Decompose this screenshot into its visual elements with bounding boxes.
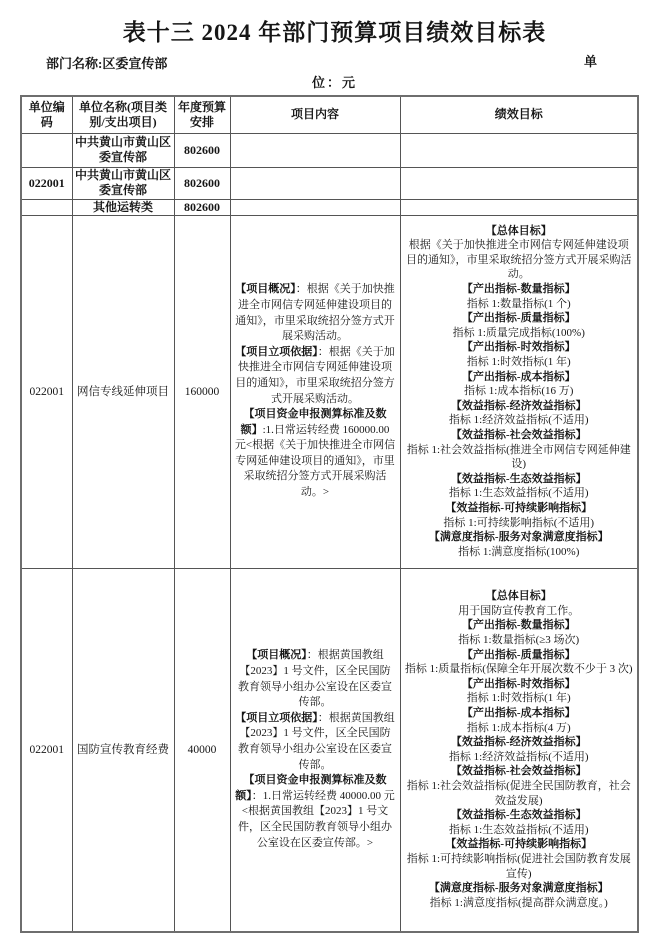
col-header-performance-target: 绩效目标 xyxy=(400,96,638,133)
target-indicator-line: 指标 1:可持续影响指标(促进社会国防教育发展宣传) xyxy=(406,852,631,880)
cell-annual-budget: 802600 xyxy=(174,199,230,215)
content-text-run: ：根据黄国教组【2023】1 号文件，区全民国防教育领导小组办公室设在区委宣传部。 xyxy=(238,649,392,709)
target-section-heading: 【产出指标-时效指标】 xyxy=(461,677,576,690)
cell-performance-target xyxy=(400,167,638,199)
cell-project-content xyxy=(230,167,400,199)
target-section-heading: 【总体目标】 xyxy=(485,224,552,237)
target-section-heading: 【产出指标-数量指标】 xyxy=(461,619,576,632)
target-section-heading: 【效益指标-生态效益指标】 xyxy=(450,809,587,822)
cell-performance-target xyxy=(400,199,638,215)
cell-unit-name: 中共黄山市黄山区委宣传部 xyxy=(72,133,174,167)
target-section-heading: 【满意度指标-服务对象满意度指标】 xyxy=(428,882,609,895)
target-section-heading: 【产出指标-成本指标】 xyxy=(461,706,576,719)
cell-annual-budget: 160000 xyxy=(174,215,230,568)
cell-unit-name: 中共黄山市黄山区委宣传部 xyxy=(72,167,174,199)
target-indicator-line: 指标 1:生态效益指标(不适用) xyxy=(448,823,589,836)
target-section-heading: 【产出指标-质量指标】 xyxy=(461,648,576,661)
cell-unit-code: 022001 xyxy=(21,167,72,199)
cell-annual-budget: 40000 xyxy=(174,568,230,932)
cell-unit-code: 022001 xyxy=(21,568,72,932)
table-row xyxy=(21,133,638,167)
content-text-run: ：1.日常运转经费 40000.00 元<根据黄国教组【2023】1 号文件，区全民国防教育领导小组办公室设在区委宣传部。> xyxy=(238,789,395,849)
cell-annual-budget: 802600 xyxy=(174,133,230,167)
unit-label-line2: 位：元 xyxy=(311,75,357,90)
budget-performance-table xyxy=(20,95,639,933)
table-row xyxy=(21,199,638,215)
target-section-heading: 【满意度指标-服务对象满意度指标】 xyxy=(428,531,609,544)
target-indicator-line: 指标 1:数量指标(1 个) xyxy=(466,297,571,310)
col-header-project-content: 项目内容 xyxy=(230,96,400,133)
content-paragraph xyxy=(235,407,396,501)
target-section-heading: 【总体目标】 xyxy=(485,590,552,603)
target-indicator-line: 根据《关于加快推进全市网信专网延伸建设项目的通知》，市里采取统招分签方式开展采购活动。 xyxy=(406,239,632,281)
cell-unit-code xyxy=(21,199,72,215)
cell-project-content xyxy=(230,133,400,167)
content-heading-run: 【项目概况】 xyxy=(235,283,296,296)
target-indicator-line: 指标 1:满意度指标(提高群众满意度。) xyxy=(429,896,608,909)
content-text-run: ：根据黄国教组【2023】1 号文件，区全民国防教育领导小组办公室设在区委宣传部。 xyxy=(238,711,395,771)
cell-unit-name: 国防宣传教育经费 xyxy=(72,568,174,932)
cell-unit-name: 网信专线延伸项目 xyxy=(72,215,174,568)
table-body xyxy=(21,133,638,932)
content-heading-run: 【项目概况】 xyxy=(246,649,307,662)
target-section-heading: 【效益指标-可持续影响指标】 xyxy=(445,838,593,851)
cell-performance-target xyxy=(400,133,638,167)
cell-project-content xyxy=(230,199,400,215)
target-indicator-line: 指标 1:经济效益指标(不适用) xyxy=(448,750,589,763)
target-indicator-line: 指标 1:经济效益指标(不适用) xyxy=(448,414,589,427)
target-section-heading: 【效益指标-社会效益指标】 xyxy=(450,428,587,441)
target-section-heading: 【产出指标-成本指标】 xyxy=(461,370,576,383)
col-header-unit-code: 单位编码 xyxy=(21,96,72,133)
target-indicator-line: 指标 1:质量指标(保障全年开展次数不少于 3 次) xyxy=(404,663,633,676)
cell-unit-code xyxy=(21,133,72,167)
cell-unit-code: 022001 xyxy=(21,215,72,568)
content-heading-run: 【项目资金申报测算标准及数额】 xyxy=(235,774,387,802)
target-indicator-line: 指标 1:生态效益指标(不适用) xyxy=(448,487,589,500)
col-header-annual-budget: 年度预算安排 xyxy=(174,96,230,133)
target-section-heading: 【效益指标-生态效益指标】 xyxy=(450,472,587,485)
table-row xyxy=(21,568,638,932)
target-indicator-line: 指标 1:社会效益指标(推进全市网信专网延伸建设) xyxy=(406,443,631,471)
content-heading-run: 【项目资金申报测算标准及数额】 xyxy=(240,408,387,436)
content-paragraph xyxy=(235,773,396,851)
target-section-heading: 【效益指标-社会效益指标】 xyxy=(450,765,587,778)
target-section-heading: 【产出指标-数量指标】 xyxy=(461,283,576,296)
target-indicator-line: 指标 1:可持续影响指标(不适用) xyxy=(443,516,595,529)
target-indicator-line: 指标 1:社会效益指标(促进全民国防教育，社会效益发展) xyxy=(406,779,631,807)
target-indicator-line: 指标 1:成本指标(4 万) xyxy=(466,721,571,734)
content-paragraph xyxy=(235,648,396,710)
content-paragraph xyxy=(235,711,396,773)
cell-unit-name: 其他运转类 xyxy=(72,199,174,215)
target-section-heading: 【产出指标-时效指标】 xyxy=(461,341,576,354)
target-section-heading: 【产出指标-质量指标】 xyxy=(461,312,576,325)
page-title: 表十三 2024 年部门预算项目绩效目标表 xyxy=(122,20,547,45)
content-text-run: ：根据《关于加快推进全市网信专网延伸建设项目的通知》，市里采取统招分签方式开展采购活动。 xyxy=(235,283,395,343)
content-text-run: :1.日常运转经费 160000.00 元<根据《关于加快推进全市网信专网延伸建设项目的通知》，市里采取统招分签方式开展采购活动。> xyxy=(234,423,396,499)
unit-label-line1: 单 xyxy=(584,54,598,69)
cell-project-content xyxy=(230,215,400,568)
table-row xyxy=(21,215,638,568)
cell-annual-budget: 802600 xyxy=(174,167,230,199)
content-heading-run: 【项目立项依据】 xyxy=(235,345,318,358)
target-section-heading: 【效益指标-经济效益指标】 xyxy=(450,736,587,749)
target-section-heading: 【效益指标-经济效益指标】 xyxy=(450,399,587,412)
header-row xyxy=(21,96,638,133)
content-paragraph xyxy=(235,282,396,344)
cell-project-content xyxy=(230,568,400,932)
content-heading-run: 【项目立项依据】 xyxy=(235,711,318,724)
content-paragraph xyxy=(235,345,396,407)
col-header-unit-name: 单位名称(项目类别/支出项目) xyxy=(72,96,174,133)
target-section-heading: 【效益指标-可持续影响指标】 xyxy=(445,501,593,514)
department-name-label: 部门名称:区委宣传部 xyxy=(46,56,168,71)
target-indicator-line: 指标 1:满意度指标(100%) xyxy=(458,545,580,558)
cell-performance-target xyxy=(400,568,638,932)
cell-performance-target xyxy=(400,215,638,568)
target-indicator-line: 指标 1:成本指标(16 万) xyxy=(464,385,574,398)
target-indicator-line: 指标 1:质量完成指标(100%) xyxy=(452,326,585,339)
content-text-run: ：根据《关于加快推进全市网信专网延伸建设项目的通知》，市里采取统招分签方式开展采购活动。 xyxy=(235,345,395,405)
target-indicator-line: 指标 1:时效指标(1 年) xyxy=(466,692,571,705)
table-row xyxy=(21,167,638,199)
target-indicator-line: 用于国防宣传教育工作。 xyxy=(458,604,580,617)
target-indicator-line: 指标 1:数量指标(≥3 场次) xyxy=(458,634,580,646)
target-indicator-line: 指标 1:时效指标(1 年) xyxy=(466,356,571,369)
